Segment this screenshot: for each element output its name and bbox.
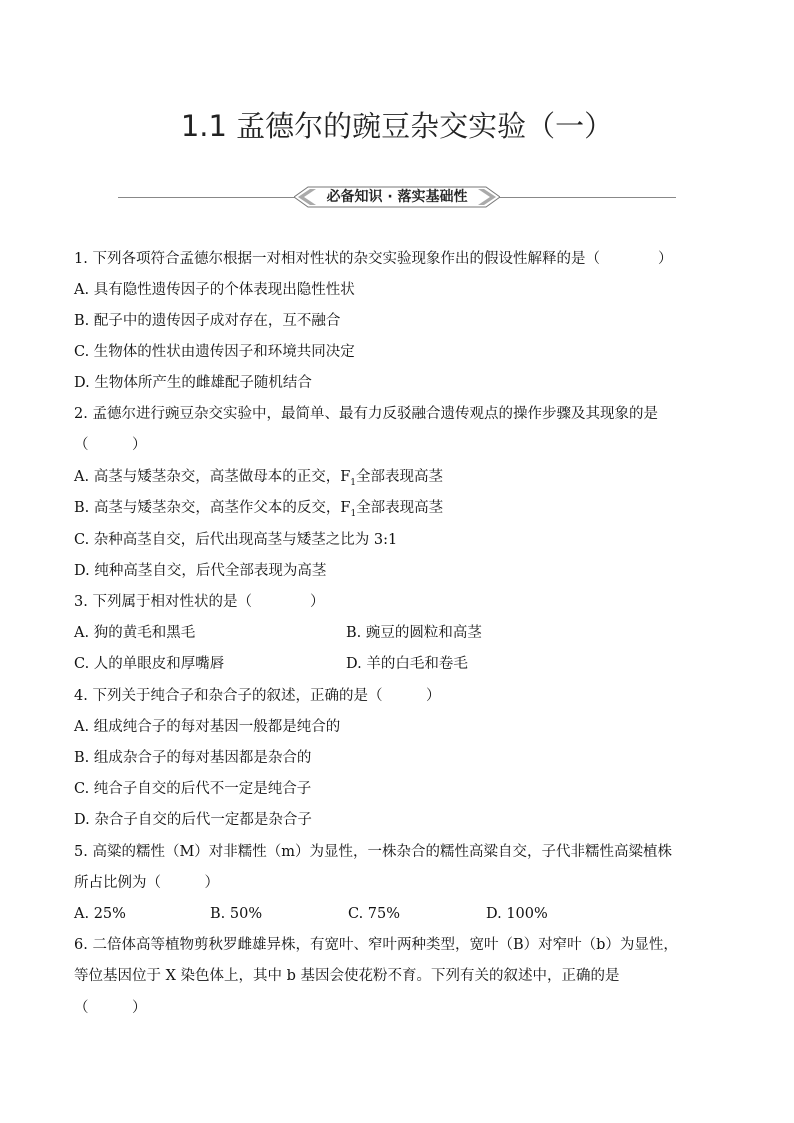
question-3-option-c: C. 人的单眼皮和厚嘴唇: [74, 656, 225, 672]
question-1-option-c: C. 生物体的性状由遗传因子和环境共同决定: [74, 344, 355, 360]
question-2-option-c: C. 杂种高茎自交，后代出现高茎与矮茎之比为 3:1: [74, 532, 398, 548]
page-title: 1.1 孟德尔的豌豆杂交实验（一）: [180, 109, 614, 143]
question-2-option-b: [74, 498, 443, 524]
f1-label: F: [340, 469, 351, 485]
banner-right-line: [496, 197, 676, 198]
question-2-option-b-text: B. 高茎与矮茎杂交，高茎作父本的反交，: [74, 500, 341, 516]
question-4-option-c: C. 纯合子自交的后代不一定是纯合子: [74, 781, 312, 797]
question-6-stem-line2: 等位基因位于 X 染色体上，其中 b 基因会使花粉不育。下列有关的叙述中，正确的是: [74, 968, 620, 984]
question-6-stem-line3: （ ）: [74, 1000, 147, 1016]
f1-label: F: [340, 500, 351, 516]
question-5-option-b: B. 50%: [210, 906, 263, 922]
question-5-option-d: D. 100%: [486, 906, 548, 922]
question-2-stem: 2. 孟德尔进行豌豆杂交实验中，最简单、最有力反驳融合遗传观点的操作步骤及其现象的是: [74, 406, 658, 422]
question-4-option-d: D. 杂合子自交的后代一定都是杂合子: [74, 812, 312, 828]
question-1-option-d: D. 生物体所产生的雌雄配子随机结合: [74, 375, 312, 391]
question-4-option-a: A. 组成纯合子的每对基因一般都是纯合的: [74, 719, 341, 735]
question-5-stem-line2: 所占比例为（ ）: [74, 875, 219, 891]
question-2-option-a: [74, 467, 443, 493]
f1-result: 全部表现高茎: [356, 500, 444, 516]
question-3-option-d: D. 羊的白毛和卷毛: [346, 656, 468, 672]
question-1-option-b: B. 配子中的遗传因子成对存在，互不融合: [74, 313, 341, 329]
f1-subscript: 1: [350, 477, 356, 488]
question-5-stem: 5. 高粱的糯性（M）对非糯性（m）为显性，一株杂合的糯性高粱自交，子代非糯性高粱植株: [74, 844, 673, 860]
question-2-option-a-text: A. 高茎与矮茎杂交，高茎做母本的正交，: [74, 469, 341, 485]
question-5-option-a: A. 25%: [74, 906, 126, 922]
f1-subscript: 1: [350, 508, 357, 519]
banner-left-line: [118, 197, 298, 198]
question-2-stem-line2: （ ）: [74, 437, 147, 453]
question-4-option-b: B. 组成杂合子的每对基因都是杂合的: [74, 750, 312, 766]
question-2-option-d: D. 纯种高茎自交，后代全部表现为高茎: [74, 563, 327, 579]
f1-result: 全部表现高茎: [356, 469, 443, 485]
section-banner: [118, 186, 676, 210]
question-6-stem: 6. 二倍体高等植物剪秋罗雌雄异株，有宽叶、窄叶两种类型，宽叶（B）对窄叶（b）为显性，: [74, 937, 678, 953]
question-3-option-a: A. 狗的黄毛和黑毛: [74, 625, 196, 641]
question-3-option-b: B. 豌豆的圆粒和高茎: [346, 625, 482, 641]
section-banner-label: 必备知识 · 落实基础性: [326, 189, 468, 205]
question-3-stem: 3. 下列属于相对性状的是（ ）: [74, 594, 325, 610]
question-4-stem: 4. 下列关于纯合子和杂合子的叙述，正确的是（ ）: [74, 688, 441, 704]
question-1-option-a: A. 具有隐性遗传因子的个体表现出隐性性状: [74, 282, 355, 298]
question-5-option-c: C. 75%: [348, 906, 401, 922]
question-1-stem: 1. 下列各项符合孟德尔根据一对相对性状的杂交实验现象作出的假设性解释的是（ ）: [74, 251, 673, 267]
